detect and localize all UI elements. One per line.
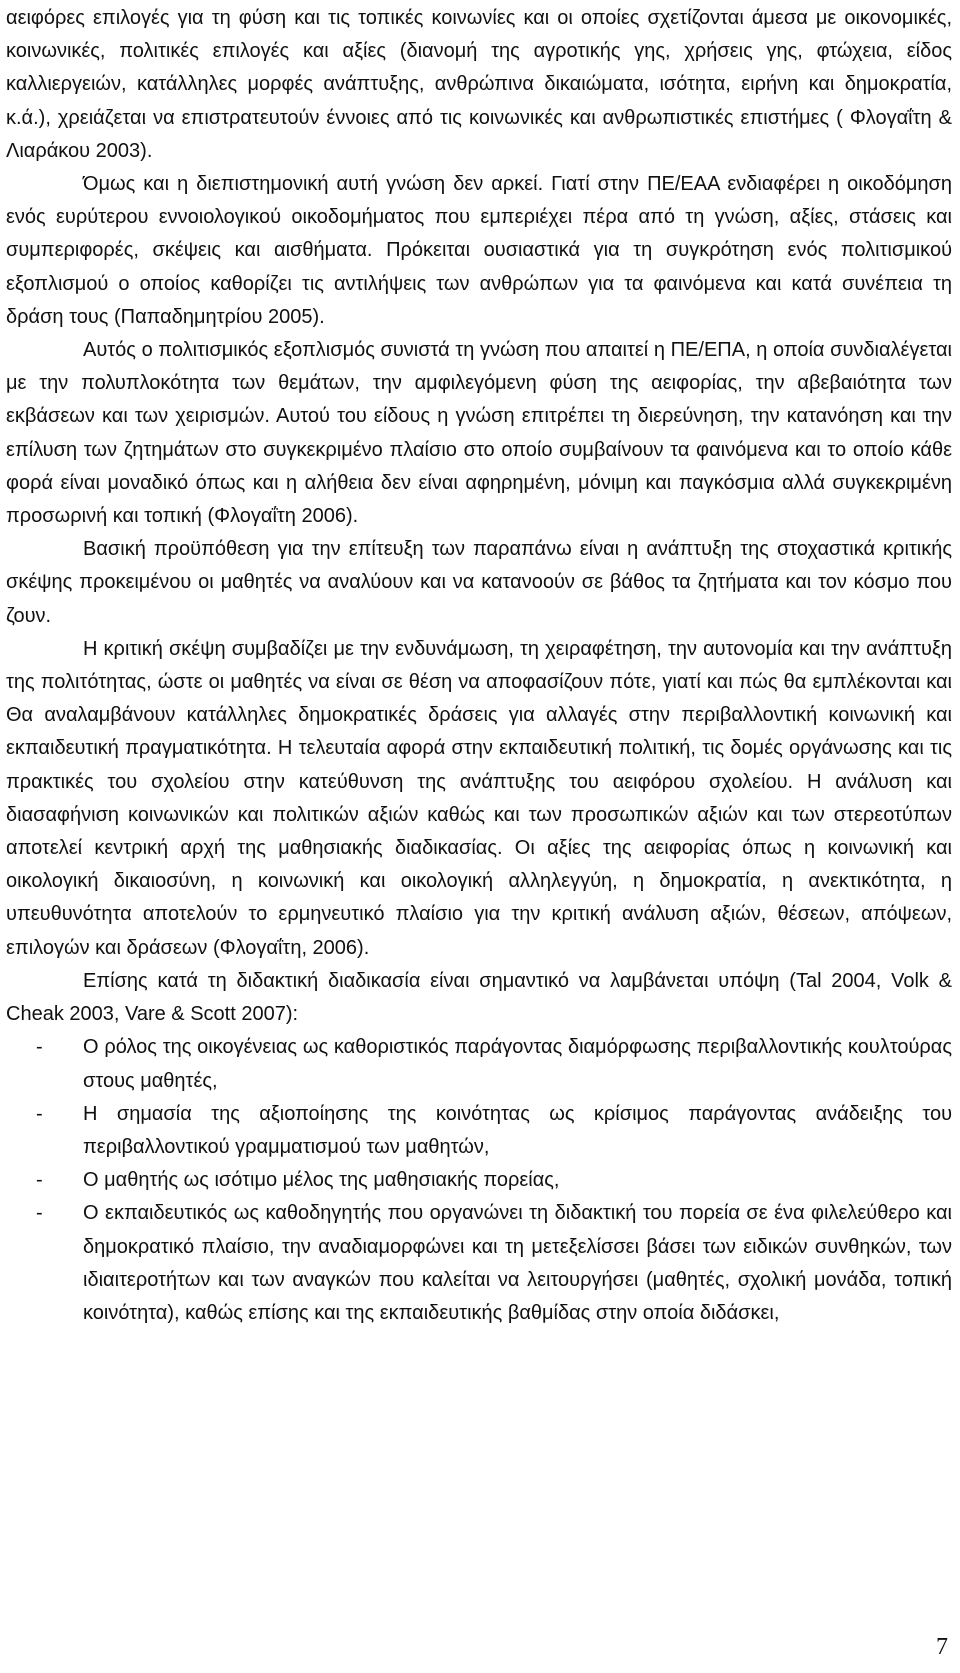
bullet-list [6,1031,952,1330]
paragraph-3: Αυτός ο πολιτισμικός εξοπλισμός συνιστά τη γνώση που απαιτεί η ΠΕ/ΕΠΑ, η οποία συνδιαλέγεται με την πολυπλοκότητα των θεμάτων, την αμφιλεγόμενη φύση της αειφορίας, την αβεβαιότητα των εκβάσεων και των χειρισμών. Αυτού του είδους η γνώση επιτρέπει τη διερεύνηση, την κατανόηση και την επίλυση των ζητημάτων στο συγκεκριμένο πλαίσιο στο οποίο συμβαίνουν τα φαινόμενα και το οποίο κάθε φορά είναι μοναδικό όπως και η αλήθεια δεν είναι αφηρημένη, μόνιμη και παγκόσμια αλλά συγκεκριμένη προσωρινή και τοπική (Φλογαΐτη 2006). [6,339,952,528]
bullet-marker: - [36,1169,43,1192]
bullet-text: Ο ρόλος της οικογένειας ως καθοριστικός παράγοντας διαμόρφωσης περιβαλλοντικής κουλτούρας στους μαθητές, [83,1036,952,1092]
bullet-text: Η σημασία της αξιοποίησης της κοινότητας ως κρίσιμος παράγοντας ανάδειξης του περιβαλλοντικού γραμματισμού των μαθητών, [83,1102,952,1158]
bullet-item-4 [6,1197,952,1330]
bullet-marker: - [36,1036,43,1059]
paragraph-2: Όμως και η διεπιστημονική αυτή γνώση δεν αρκεί. Γιατί στην ΠΕ/ΕΑΑ ενδιαφέρει η οικοδόμηση ενός ευρύτερου εννοιολογικού οικοδομήματος που εμπεριέχει πέρα από τη γνώση, αξίες, στάσεις και συμπεριφορές, σκέψεις και αισθήματα. Πρόκειται ουσιαστικά για τη συγκρότηση ενός πολιτισμικού εξοπλισμού ο οποίος καθορίζει τις αντιλήψεις των ανθρώπων για τα φαινόμενα και κατά συνέπεια τη δράση τους (Παπαδημητρίου 2005). [6,173,952,328]
bullet-item-1 [6,1031,952,1097]
bullet-text: Ο εκπαιδευτικός ως καθοδηγητής που οργανώνει τη διδακτική του πορεία σε ένα φιλελεύθερο και δημοκρατικό πλαίσιο, την αναδιαμορφώνει και τη μετεξελίσσει βάσει των ειδικών συνθηκών, των ιδιαιτεροτήτων και των αναγκών που καλείται να λειτουργήσει (μαθητές, σχολική μονάδα, τοπική κοινότητα), καθώς επίσης και της εκπαιδευτικής βαθμίδας στην οποία διδάσκει, [83,1202,952,1324]
paragraph-1: αειφόρες επιλογές για τη φύση και τις τοπικές κοινωνίες και οι οποίες σχετίζονται άμεσα με οικονομικές, κοινωνικές, πολιτικές επιλογές και αξίες (διανομή της αγροτικής γης, χρήσεις γης, φτώχεια, είδος καλλιεργειών, κατάλληλες μορφές ανάπτυξης, ανθρώπινα δικαιώματα, ισότητα, ειρήνη και δημοκρατία, κ.ά.), χρειάζεται να επιστρατευτούν έννοιες από τις κοινωνικές και ανθρωπιστικές επιστήμες ( Φλογαΐτη & Λιαράκου 2003). [6,7,952,162]
bullet-item-2 [6,1098,952,1164]
paragraph-4: Βασική προϋπόθεση για την επίτευξη των παραπάνω είναι η ανάπτυξη της στοχαστικά κριτικής σκέψης προκειμένου οι μαθητές να αναλύουν και να κατανοούν σε βάθος τα ζητήματα και τον κόσμο που ζουν. [6,538,952,627]
bullet-marker: - [36,1102,43,1125]
bullet-text: Ο μαθητής ως ισότιμο μέλος της μαθησιακής πορείας, [83,1169,560,1192]
bullet-marker: - [36,1202,43,1225]
body-text [6,2,952,1330]
page-number: 7 [936,1634,948,1660]
paragraph-6: Επίσης κατά τη διδακτική διαδικασία είναι σημαντικό να λαμβάνεται υπόψη (Tal 2004, Volk & Cheak 2003, Vare & Scott 2007): [6,969,952,1026]
paragraph-5: Η κριτική σκέψη συμβαδίζει με την ενδυνάμωση, τη χειραφέτηση, την αυτονομία και την ανάπτυξη της πολιτότητας, ώστε οι μαθητές να είναι σε θέση να αποφασίζουν πότε, γιατί και πώς θα εμπλέκονται και Θα αναλαμβάνουν κατάλληλες δημοκρατικές δράσεις για αλλαγές στην περιβαλλοντική κοινωνική και εκπαιδευτική πραγματικότητα. Η τελευταία αφορά στην εκπαιδευτική πολιτική, τις δομές οργάνωσης και τις πρακτικές του σχολείου στην κατεύθυνση της ανάπτυξης του αειφόρου σχολείου. Η ανάλυση και διασαφήνιση κοινωνικών και πολιτικών αξιών καθώς και των προσωπικών αξιών και των στερεοτύπων αποτελεί κεντρική αρχή της μαθησιακής διαδικασίας. Οι αξίες της αειφορίας όπως η κοινωνική και οικολογική δικαιοσύνη, η κοινωνική και οικολογική αλληλεγγύη, η δημοκρατία, η ανεκτικότητα, η υπευθυνότητα αποτελούν το ερμηνευτικό πλαίσιο για την κριτική ανάλυση αξιών, θέσεων, απόψεων, επιλογών και δράσεων (Φλογαΐτη, 2006). [6,637,952,959]
bullet-item-3 [6,1164,952,1197]
